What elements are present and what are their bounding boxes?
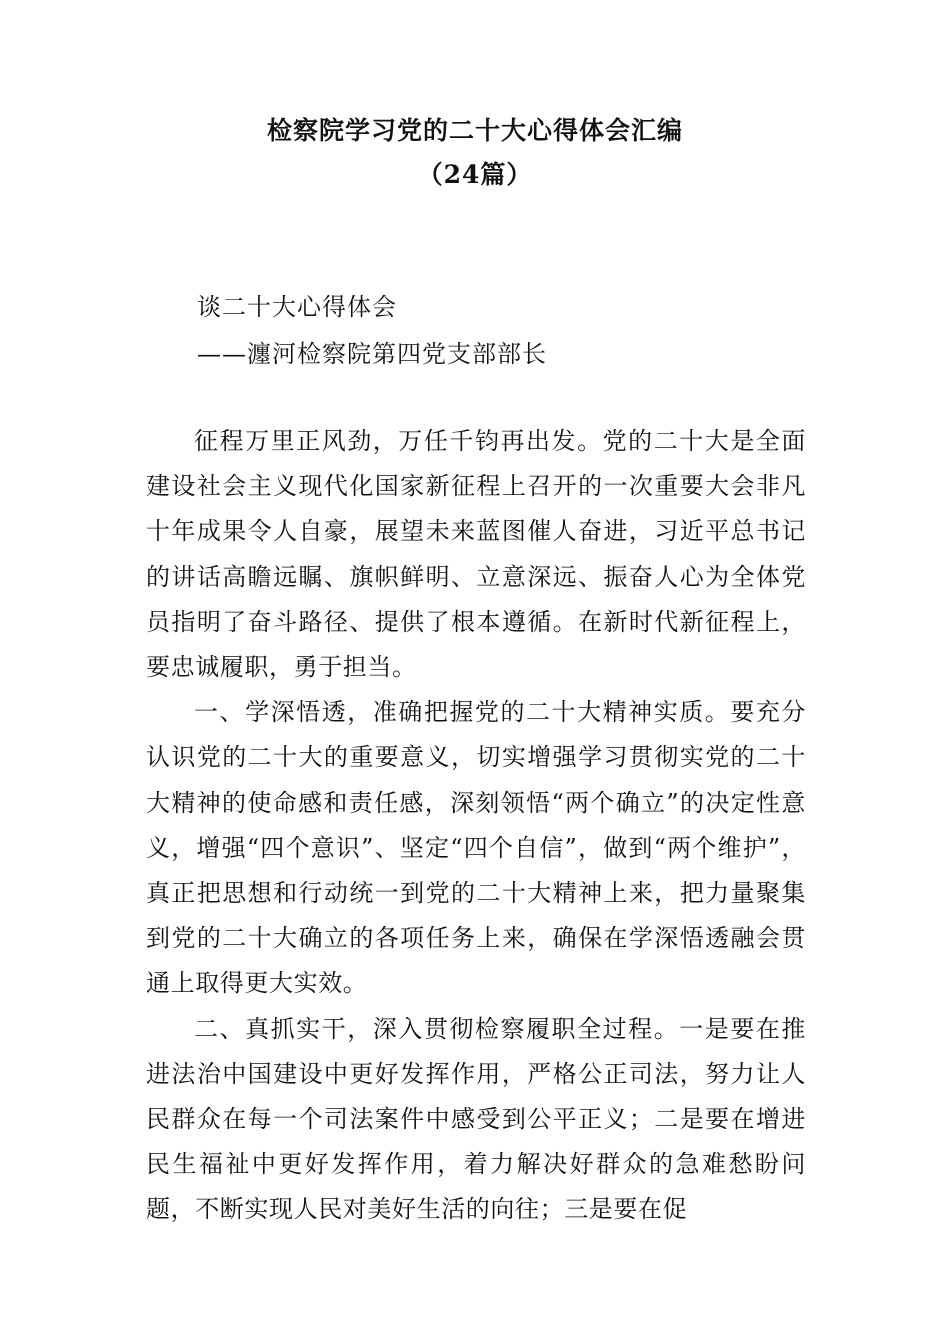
paragraph-intro: 征程万里正风劲，万任千钧再出发。党的二十大是全面建设社会主义现代化国家新征程上召开的一次重要大会非凡十年成果令人自豪，展望未来蓝图催人奋进，习近平总书记的讲话高瞻远瞩、旗帜鲜明、立意深远、振奋人心为全体党员指明了奋斗路径、提供了根本遵循。在新时代新征程上，要忠诚履职，勇于担当。 — [146, 427, 806, 682]
paragraph-section-2: 二、真抓实干，深入贯彻检察履职全过程。一是要在推进法治中国建设中更好发挥作用，严格公正司法，努力让人民群众在每一个司法案件中感受到公平正义；二是要在增进民生福祉中更好发挥作用，着力解决好群众的急难愁盼问题，不断实现人民对美好生活的向往；三是要在促 — [146, 1014, 806, 1224]
paragraph-section-1: 一、学深悟透，准确把握党的二十大精神实质。要充分认识党的二十大的重要意义，切实增强学习贯彻实党的二十大精神的使命感和责任感，深刻领悟“两个确立”的决定性意义，增强“四个意识”、坚定“四个自信”，做到“两个维护”，真正把思想和行动统一到党的二十大精神上来，把力量聚集到党的二十大确立的各项任务上来，确保在学深悟透融会贯通上取得更大实效。 — [146, 698, 806, 998]
article-title: 谈二十大心得体会 — [197, 293, 397, 321]
document-title: 检察院学习党的二十大心得体会汇编 — [266, 116, 683, 145]
document-title-count: （24篇） — [417, 160, 533, 189]
article-author: ——瀍河检察院第四党支部部长 — [197, 340, 547, 368]
article-body — [146, 419, 806, 1233]
